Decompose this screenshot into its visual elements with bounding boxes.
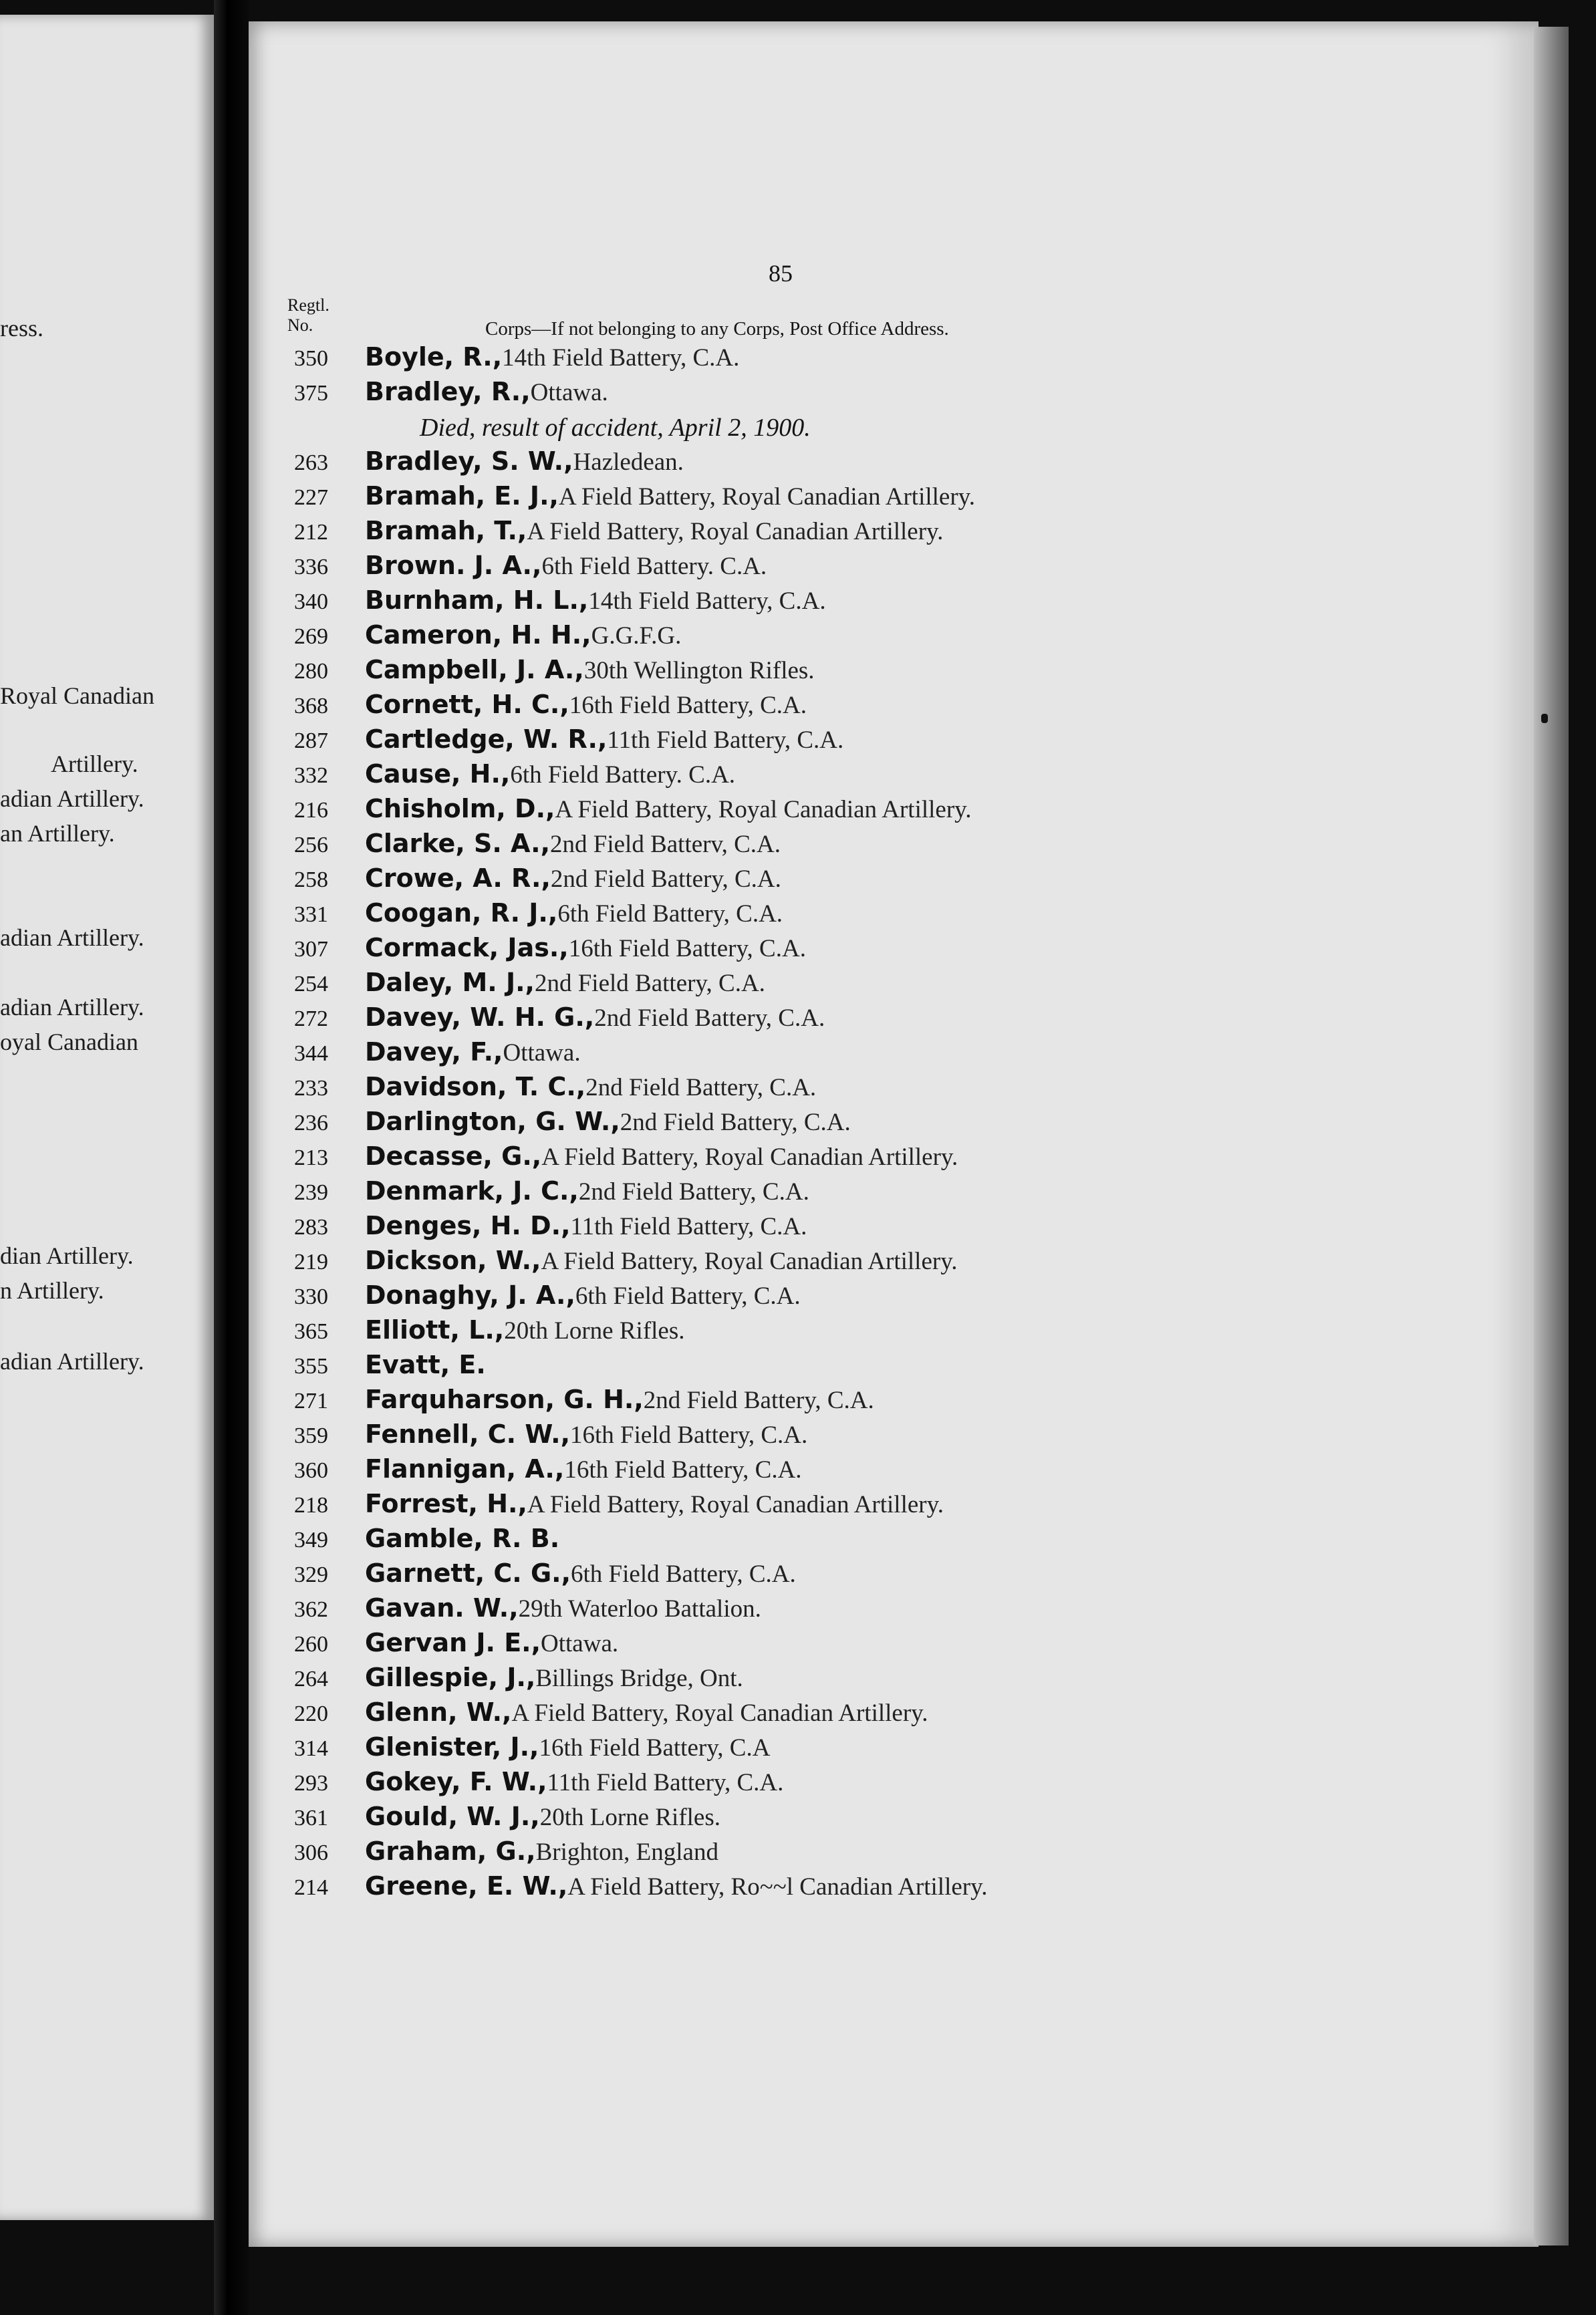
entry-corps: G.G.F.G.: [591, 622, 682, 650]
entry-corps: 30th Wellington Rifles.: [583, 657, 815, 684]
roll-entry: [294, 1385, 874, 1419]
entry-name: Crowe, A. R.,: [365, 863, 551, 893]
entry-name: Bradley, R.,: [365, 377, 531, 406]
regimental-number: 219: [294, 1250, 328, 1274]
roll-entry: [294, 1663, 743, 1697]
roll-entry: [294, 1628, 618, 1663]
entry-corps: Hazledean.: [573, 448, 684, 476]
regimental-number: 218: [294, 1493, 328, 1518]
entry-corps: A Field Battery, Royal Canadian Artillery.: [541, 1248, 958, 1275]
entry-corps: A Field Battery, Royal Canadian Artillery.: [527, 518, 944, 545]
no-label: No.: [287, 315, 313, 335]
roll-entry: [294, 1524, 559, 1558]
book-gutter: [214, 0, 249, 2315]
entry-corps: 16th Field Battery, C.A.: [569, 692, 807, 719]
roll-entry: [294, 1489, 944, 1524]
entry-corps: A Field Battery, Ro~~l Canadian Artillery.: [567, 1873, 988, 1901]
left-page-line: Artillery.: [51, 751, 138, 777]
roll-entry: [294, 1802, 720, 1836]
roll-entry: [294, 446, 684, 481]
entry-name: Gould, W. J.,: [365, 1802, 540, 1831]
entry-corps: 20th Lorne Rifles.: [539, 1804, 720, 1831]
regimental-number: 344: [294, 1041, 328, 1066]
regimental-number: 306: [294, 1841, 328, 1865]
regimental-number: 220: [294, 1701, 328, 1726]
entry-corps: 2nd Field Battery, C.A.: [534, 970, 765, 997]
regimental-number: 216: [294, 798, 328, 823]
regimental-number: 368: [294, 694, 328, 718]
regtl-label: Regtl.: [287, 295, 329, 315]
entry-name: Donaghy, J. A.,: [365, 1280, 575, 1310]
roll-entry: [294, 759, 735, 794]
regimental-number: 287: [294, 728, 328, 753]
roll-entry: [294, 1141, 958, 1176]
entry-name: Chisholm, D.,: [365, 794, 555, 823]
regimental-number: 349: [294, 1528, 328, 1552]
entry-name: Campbell, J. A.,: [365, 655, 584, 684]
regtl-no-header: [287, 295, 329, 335]
regimental-number: 264: [294, 1667, 328, 1691]
entry-corps: Ottawa.: [530, 379, 608, 406]
entry-name: Glenn, W.,: [365, 1697, 512, 1727]
entry-name: Gillespie, J.,: [365, 1663, 536, 1692]
roll-entry: [294, 1280, 801, 1315]
roll-entry: [294, 1002, 825, 1037]
entry-corps: 14th Field Battery, C.A.: [588, 587, 826, 615]
entry-corps: 16th Field Battery, C.A.: [568, 935, 806, 962]
entry-corps: 2nd Field Battery, C.A.: [578, 1178, 809, 1206]
entry-name: Farquharson, G. H.,: [365, 1385, 644, 1414]
regimental-number: 329: [294, 1562, 328, 1587]
roll-entry: [294, 620, 681, 655]
entry-name: Dickson, W.,: [365, 1246, 541, 1275]
entry-corps: A Field Battery, Royal Canadian Artillery.: [555, 796, 972, 823]
entry-corps: 2nd Field Battery, C.A.: [594, 1004, 825, 1032]
entry-name: Gamble, R. B.: [365, 1524, 560, 1553]
entry-name: Glenister, J.,: [365, 1732, 539, 1762]
entry-corps: 6th Field Battery. C.A.: [541, 553, 767, 580]
roll-entry: [294, 1246, 958, 1280]
regimental-number: 212: [294, 520, 328, 545]
entry-name: Cormack, Jas.,: [365, 933, 569, 962]
entry-name: Bramah, T.,: [365, 516, 527, 545]
regimental-number: 263: [294, 450, 328, 475]
regimental-number: 350: [294, 346, 328, 371]
regimental-number: 355: [294, 1354, 328, 1379]
regimental-number: 314: [294, 1736, 328, 1761]
entry-name: Elliott, L.,: [365, 1315, 505, 1345]
entry-corps: A Field Battery, Royal Canadian Artillery.: [558, 483, 975, 511]
regimental-number: 227: [294, 485, 328, 510]
entry-corps: 11th Field Battery, C.A.: [607, 726, 844, 754]
entry-name: Flannigan, A.,: [365, 1454, 565, 1484]
roll-entry: [294, 898, 783, 933]
regimental-number: 362: [294, 1597, 328, 1622]
roll-entry: [294, 551, 767, 585]
entry-name: Darlington, G. W.,: [365, 1107, 620, 1136]
left-page-line: dian Artillery.: [0, 1242, 134, 1269]
roll-entry: [294, 968, 765, 1002]
entry-name: Forrest, H.,: [365, 1489, 527, 1518]
left-page: [0, 15, 214, 2220]
roll-entry: [294, 829, 781, 863]
entry-corps: 2nd Field Battery, C.A.: [643, 1387, 874, 1414]
entry-name: Denges, H. D.,: [365, 1211, 571, 1240]
entry-name: Coogan, R. J.,: [365, 898, 558, 928]
regimental-number: 280: [294, 659, 328, 684]
entry-name: Fennell, C. W.,: [365, 1419, 571, 1449]
entry-corps: A Field Battery, Royal Canadian Artillery.: [511, 1699, 928, 1727]
entry-corps: 2nd Field Battery, C.A.: [620, 1109, 851, 1136]
entry-note: Died, result of accident, April 2, 1900.: [420, 414, 811, 442]
roll-entry: [294, 1593, 761, 1628]
entry-name: Gokey, F. W.,: [365, 1767, 547, 1796]
regimental-number: 269: [294, 624, 328, 649]
entry-name: Bramah, E. J.,: [365, 481, 559, 511]
entry-name: Evatt, E.: [365, 1350, 486, 1379]
roll-entry: [294, 585, 826, 620]
entry-name: Gavan. W.,: [365, 1593, 519, 1623]
entry-name: Daley, M. J.,: [365, 968, 535, 997]
left-page-line: oyal Canadian: [0, 1029, 138, 1055]
roll-entry: [294, 1072, 816, 1107]
entry-name: Davey, F.,: [365, 1037, 503, 1067]
roll-entry: [294, 481, 975, 516]
regimental-number: 360: [294, 1458, 328, 1483]
regimental-number: 359: [294, 1423, 328, 1448]
roll-entry: [294, 1107, 851, 1141]
roll-entry: [294, 690, 807, 724]
roll-entry: [294, 342, 739, 377]
entry-name: Boyle, R.,: [365, 342, 503, 372]
left-page-line: adian Artillery.: [0, 785, 144, 812]
entry-name: Brown. J. A.,: [365, 551, 542, 580]
entry-name: Clarke, S. A.,: [365, 829, 551, 858]
regimental-number: 271: [294, 1389, 328, 1413]
regimental-number: 258: [294, 867, 328, 892]
regimental-number: 236: [294, 1111, 328, 1135]
regimental-number: 254: [294, 972, 328, 996]
roll-entry: [294, 1454, 802, 1489]
page-number: 85: [769, 260, 793, 287]
regimental-number: 332: [294, 763, 328, 788]
entry-corps: A Field Battery, Royal Canadian Artillery.: [541, 1143, 958, 1171]
roll-entry: [294, 516, 943, 551]
regimental-number: 239: [294, 1180, 328, 1205]
regimental-number: 336: [294, 555, 328, 579]
roll-entry: [294, 1836, 718, 1871]
regimental-number: 330: [294, 1284, 328, 1309]
entry-name: Davidson, T. C.,: [365, 1072, 586, 1101]
roll-entry: [294, 1419, 807, 1454]
regimental-number: 256: [294, 833, 328, 857]
left-page-line: adian Artillery.: [0, 994, 144, 1020]
regimental-number: 293: [294, 1771, 328, 1796]
entry-corps: 6th Field Battery. C.A.: [510, 761, 736, 789]
regimental-number: 283: [294, 1215, 328, 1240]
left-page-line: Royal Canadian: [0, 682, 154, 709]
entry-corps: Ottawa.: [503, 1039, 581, 1067]
regimental-number: 213: [294, 1145, 328, 1170]
corps-header: Corps—If not belonging to any Corps, Post Office Address.: [485, 318, 949, 339]
entry-name: Cameron, H. H.,: [365, 620, 591, 650]
entry-corps: 11th Field Battery, C.A.: [570, 1213, 807, 1240]
entry-name: Bradley, S. W.,: [365, 446, 573, 476]
roll-entry: [294, 377, 608, 412]
entry-name: Davey, W. H. G.,: [365, 1002, 595, 1032]
entry-corps: 6th Field Battery, C.A.: [571, 1560, 796, 1588]
entry-corps: 6th Field Battery, C.A.: [575, 1282, 801, 1310]
regimental-number: 375: [294, 381, 328, 406]
entry-name: Garnett, C. G.,: [365, 1558, 571, 1588]
roll-entry: [294, 1767, 783, 1802]
entry-corps: 14th Field Battery, C.A.: [502, 344, 740, 372]
left-page-line: adian Artillery.: [0, 1348, 144, 1375]
entry-name: Denmark, J. C.,: [365, 1176, 579, 1206]
roll-entry: [294, 794, 972, 829]
roll-entry: [294, 724, 843, 759]
entry-corps: 16th Field Battery, C.A.: [564, 1456, 802, 1484]
left-page-line: adian Artillery.: [0, 924, 144, 951]
regimental-number: 272: [294, 1006, 328, 1031]
regimental-number: 307: [294, 937, 328, 962]
entry-corps: Brighton, England: [535, 1839, 718, 1866]
entry-corps: 16th Field Battery, C.A: [539, 1734, 771, 1762]
regimental-number: 361: [294, 1806, 328, 1830]
left-page-line: an Artillery.: [0, 820, 115, 847]
entry-name: Graham, G.,: [365, 1836, 536, 1866]
entry-corps: 11th Field Battery, C.A.: [547, 1769, 784, 1796]
roll-entry: [294, 655, 815, 690]
roll-entry: [294, 933, 806, 968]
entry-corps: 6th Field Battery, C.A.: [557, 900, 783, 928]
roll-entry: [294, 1697, 928, 1732]
entry-name: Cause, H.,: [365, 759, 511, 789]
entry-corps: Ottawa.: [541, 1630, 619, 1657]
roll-entry: [294, 863, 781, 898]
entry-corps: Billings Bridge, Ont.: [535, 1665, 743, 1692]
ink-spot: [1541, 714, 1548, 723]
entry-corps: 29th Waterloo Battalion.: [518, 1595, 761, 1623]
left-page-line: ress.: [0, 315, 43, 342]
entry-name: Cartledge, W. R.,: [365, 724, 608, 754]
roll-entry: [294, 1176, 809, 1211]
entry-corps: A Field Battery, Royal Canadian Artillery.: [527, 1491, 944, 1518]
roll-entry: [294, 1315, 685, 1350]
entry-corps: 2nd Field Battery, C.A.: [550, 865, 781, 893]
entry-name: Burnham, H. L.,: [365, 585, 589, 615]
entry-corps: 2nd Field Battery, C.A.: [585, 1074, 817, 1101]
regimental-number: 340: [294, 589, 328, 614]
entry-name: Greene, E. W.,: [365, 1871, 568, 1901]
left-page-line: n Artillery.: [0, 1277, 104, 1304]
entry-name: Decasse, G.,: [365, 1141, 542, 1171]
regimental-number: 365: [294, 1319, 328, 1344]
regimental-number: 260: [294, 1632, 328, 1657]
page-edge: [1534, 27, 1569, 2245]
regimental-number: 233: [294, 1076, 328, 1101]
roll-entry: [294, 1871, 987, 1906]
roll-entry: [294, 1350, 486, 1385]
entry-corps: 2nd Field Batterv, C.A.: [550, 831, 781, 858]
entry-corps: 16th Field Battery, C.A.: [570, 1421, 808, 1449]
regimental-number: 331: [294, 902, 328, 927]
roll-entry: [294, 1211, 807, 1246]
entry-name: Gervan J. E.,: [365, 1628, 541, 1657]
entry-corps: 20th Lorne Rifles.: [504, 1317, 685, 1345]
regimental-number: 214: [294, 1875, 328, 1900]
entry-name: Cornett, H. C.,: [365, 690, 569, 719]
roll-entry: [294, 1558, 796, 1593]
roll-entry: [294, 1037, 581, 1072]
roll-entry: [294, 1732, 770, 1767]
